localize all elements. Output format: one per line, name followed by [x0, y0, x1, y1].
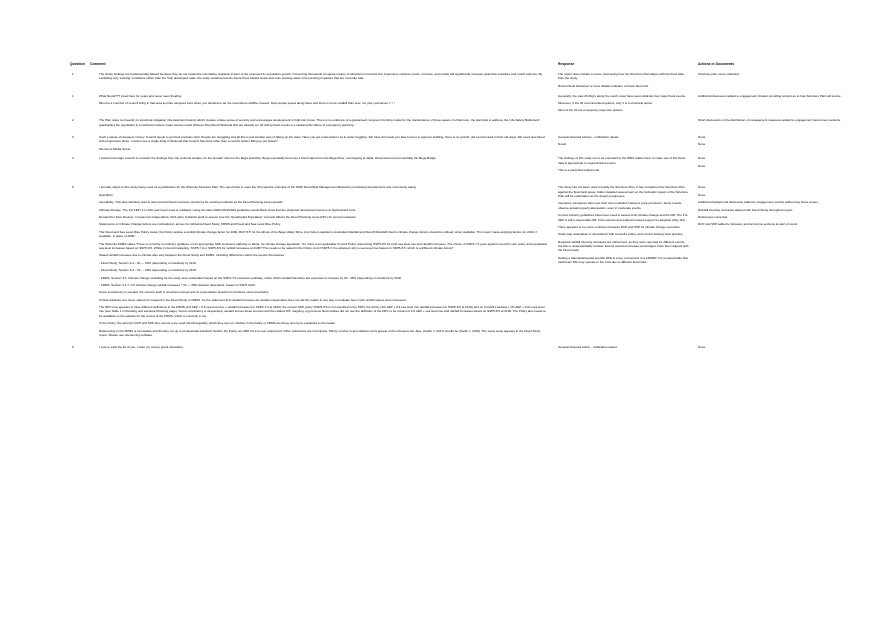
response-cell — [558, 118, 698, 135]
comment-cell-paragraph: We live in Media Street — [99, 146, 131, 151]
question-number: 5 — [72, 185, 74, 190]
comment-cell-paragraph: Must be a member of council living in that area just like vampires here when you decided to tar the road where wildlife crossed. Now people speed along there and there is more roadkill than ever. Go pick yourselves ! ! ! ! — [99, 101, 395, 106]
response-cell-paragraph: Generally, the past 20-40yrs along the south coast have seen relatively few major flood events. — [558, 93, 686, 98]
comment-cell-paragraph: - FRMS, Section 3.4. Climate change modelling for the study area undertaken based on the SSP3-7.0 emissions pathway, under which rainfall intensities are expected to increase by 20 - 35% (depending on duration) by 2100 — [99, 275, 402, 280]
actions-cell-paragraph: Rainfall intensity increases aligned with Flood Study throughout report. — [698, 207, 794, 212]
comment-cell-paragraph: The DPC now appears to have different definitions in the FRMS (1% AEP + 0.9 sea level rise + rainfall increases for SSP3-7.0 at 2100), the current SSP policy (SSP5-8.5 is not specified in the SSP), the Policy (1% AEP + 0.9 sea level rise rainfall increases for SSP5-8.5 at 2100) and on Council's website ( 1% AEP + 0.9m sea level rise (see Table 1 in Flooding and Landuse Planning page). Some consistency is desperately needed across these sources and the related FPL mapping, eg previous flood studies did not use the definition of the DPC to be consist of 1% AEP + sea level rise and rainfall increases based on SSP5-8.5 at 2100. The Policy also needs to be available on the website for the review of the FRMS, which is currently is not. — [99, 305, 546, 318]
comment-cell — [90, 135, 558, 157]
response-cell-paragraph: Noted — [558, 142, 567, 147]
comment-cell-paragraph: I vote to sack the lot of you. I want my money spent elsewhere. — [99, 345, 184, 350]
question-number-cell — [70, 94, 90, 119]
actions-cell — [698, 72, 871, 94]
question-number: 1 — [72, 93, 74, 98]
comment-cell-paragraph: The Wolumla FRMS states 'There is currently no industry guidance on an appropriate SSP emissions pathway to adopt, for climate change appraisal'. Yet, there is an applicable Council Policy referencing SSP5-8.5 for both sea level rise and rainfall increases. The choice of SSP3-7.0 goes against Council's own policy and repudiated sea level increases based on SSP5-8.5. Whilst in Council adopting, SSP5-7.0 or SSP5-8.5 for rainfall increases at 2100? This needs to be stated in the Policy. And if SSP5-7.0 is adopted, why is sea level rise based on SSP5-8.5, which is a different climate future? — [99, 241, 547, 250]
question-number-cell — [70, 72, 90, 94]
response-cell — [558, 135, 698, 157]
question-number: 3 — [72, 134, 74, 139]
response-cell-paragraph: Current industry guidelines have been used to assess both climate change and the bfill. The 1%-AEP is still a reasonable bfill, if the science and evidence based support its adoption (they did). — [558, 213, 689, 222]
comment-cell-paragraph: Statements on Climate Change factors are contradictory across the Wolumla Flood Study, FRMS and Flood and Sea Level Rise Policy. — [99, 222, 281, 227]
question-number-cell — [70, 185, 90, 345]
response-cell-paragraph: Required rainfall intensity increases are still termed, as they were reported for different events, but this is understandably unclear. Events selected increase percentages have been aligned with the Flood study. — [558, 239, 689, 253]
question-number: 4 — [72, 156, 74, 161]
actions-cell-paragraph: None — [698, 156, 706, 161]
question-number: 1 — [72, 72, 74, 77]
comment-cell-paragraph: - FRMS, Section 4.1.7. CC climate change rainfall increases * 33 — 39% duration dependent, based on SSP3 2100 — [99, 282, 255, 287]
column-header-comment: Comment — [90, 62, 106, 66]
response-cell-paragraph: The report does include a memo, discussing how the Structure Plan aligns with the flood data from the study. — [558, 72, 684, 81]
actions-cell — [698, 185, 871, 345]
comment-cell-paragraph: I would encourage Council to consider the findings from the wolumla studies, for the broader risks for the Bega township. Bega essentially becomes a flood island from the Bega River, overtopping at Jellat, Ravenswood and potentially the Bega Bridge — [99, 156, 436, 161]
actions-cell — [698, 94, 871, 119]
question-number: 2 — [72, 118, 74, 123]
comment-cell-paragraph: The Study findings are fundamentally flawed because they do not model the cumulative hydraulic impact of the proposed 4x population growth. Converting thousands of square metres of absorbent rural land into impervious surfaces (roofs, concrete, and roads) will significantly increase peak flow velocities and runoff volumes. By modelling only 'existing' conditions rather than the 'fully developed' state, the study underrepresents future flood hazard levels and risks pushing water onto existing properties that are currently safe. — [99, 72, 543, 81]
comment-cell-paragraph: The Plan relies too heavily on structural mitigation (the detention basins) which creates a false sense of security and encourages development in high-risk zones. There is no evidence of a guaranteed, long-term funding model for the maintenance of these assets. Furthermore, the plan fails to address the 'Life-Safety Bottleneck': quadrupling the population in a catchment where major access roads (Princes Hwy/South Wolumla Rd) are already cut off during flood events is a catastrophic failure of emergency planning. — [99, 118, 541, 127]
response-cell-paragraph: There appears to be some confusion between RCP and SSP for climate change scenarios. — [558, 224, 681, 229]
comment-cell-paragraph: - Flood Study, Section S.4 - 33 — 39% (depending on duration) by 2100 — [99, 268, 196, 273]
response-cell-paragraph: Recent flood behaviour is not a reliable indicator of future flood risk. — [558, 83, 649, 88]
comment-cell-paragraph: Demand for Peer Review: I request an independent, third-party hydraulic audit to assess how the 'Quadrupled Population' scenario affects the Flood Planning Level (FPL) for current residents. — [99, 215, 357, 220]
actions-cell — [698, 345, 871, 355]
comment-cell-paragraph: Critical durations are never stated nor mapped in the Flood Study or FRMS. So the statement that rainfall increases are duration dependent does not aid the reader in any way to evaluate how much rainfall values were increased. — [99, 297, 407, 302]
actions-cell-paragraph: None — [698, 345, 706, 350]
question-number-cell — [70, 135, 90, 157]
comment-cell — [90, 118, 558, 135]
table-row — [70, 156, 871, 185]
table-row — [70, 94, 871, 119]
submissions-table — [70, 62, 871, 355]
response-cell-paragraph: Most of the 32 are emergency response options. — [558, 108, 624, 113]
actions-cell-paragraph: RCP and SSP added to Glossary and Acronyms sections at start of report. — [698, 222, 799, 227]
actions-cell-paragraph: Additional background discussion added to engagement section addressing these issues. — [698, 200, 819, 205]
table-header-row — [70, 62, 871, 72]
response-cell-paragraph: Study was undertaken in accordance with Council's policy, and current industry best practice. — [558, 232, 684, 237]
actions-cell-paragraph: None — [698, 142, 706, 147]
table-body — [70, 72, 871, 355]
actions-cell-paragraph: None — [698, 134, 706, 139]
column-header-question: Question — [70, 62, 85, 66]
response-cell — [558, 72, 698, 94]
actions-cell — [698, 156, 871, 185]
response-cell-paragraph: The findings of this study not to be extended to the 8000 collars them to make use of this flood data is appropriate to regional flood events. — [558, 156, 686, 165]
comment-cell-paragraph: I formally object to this study being used as a justification for the Wolumla Structure Plan. The report fails to meet the 'Precedence' principle of the NSW Flood Risk Management Manual by prioritising development over community safety. — [99, 185, 417, 190]
table-row — [70, 185, 871, 345]
comment-cell-paragraph: The Flood and Sea Level Rise Policy states 'the Policy applies a rainfall climate change factor for 2090, RCP 8.5' for the whole of the Bega Valley Shire. Any factors applied to Australian Rainfall and Runoff (Rainfall) interim climate change factors should be utilised, when available. This report made applying factors for 2100, if available, in place of 2090.' — [99, 229, 538, 239]
comment-cell — [90, 72, 558, 94]
comment-cell-paragraph: Climate Change: The 1% AEP (1-in-100 year) level used is outdated. Using the latest ARR 2019/2023 guidelines would likely show that the projected development area is at high-hazard zone. — [99, 207, 357, 212]
comment-cell-paragraph: - Flood Study, Section S.4 - 20 — 36% (depending on duration) by 2100 — [99, 260, 196, 265]
table-row — [70, 345, 871, 355]
question-number-cell — [70, 118, 90, 135]
comment-cell-paragraph: Referencing in the FRMS is incomplete and thereby not up to professional standard. Neither the Policy nor ARR V4.2 is ever referenced. Other references are incomplete. Plenty of other in-text citations don't appear in the reference list. Also, (Cattin n, 2017) should be (Cattin n, 2019). The same issue appears in the Flood Study report. Please use referencing software. — [99, 328, 541, 337]
comment-cell-paragraph: In the Policy, the acronym RCP and SSP also seems to be used interchangeably, which they are not. Neither in the Policy or FRMS are these acronyms explained to the reader. — [99, 321, 336, 326]
comment-cell — [90, 94, 558, 119]
response-cell-paragraph: General disputed actions - notification raised. — [558, 134, 619, 139]
comment-cell-paragraph: Stated rainfall increases due to climate also vary between the Flood Study and FRMS, including differences within the reports themselves: — [99, 253, 285, 258]
actions-cell — [698, 118, 871, 135]
question-number-cell — [70, 156, 90, 185]
response-cell-paragraph: Setting a rational/accepted specific DFE is a key component of a FRMSP. It is unreasonable that catchment 80z may operate to the LGA due to different flood risks. — [558, 255, 688, 265]
actions-cell-paragraph: Short discussion on the distribution of management measures added to engagement (outcomes) sections. — [698, 118, 841, 123]
table-row — [70, 118, 871, 135]
response-cell-paragraph: The study has not been used to justify the Structure Plan. It has considered the Structure Plan against the flood land areas. Fallen detailed assessment on the hydraulic impact of the Structure Plan will be undertaken as the design progresses. — [558, 185, 688, 199]
actions-cell-paragraph: Structure plan memo attached. — [698, 72, 740, 77]
column-header-actions: Actions in Documents — [698, 62, 735, 66]
actions-cell — [698, 135, 871, 157]
table-row — [70, 72, 871, 94]
actions-cell-paragraph: None — [698, 163, 706, 168]
question-number: 6 — [72, 345, 74, 350]
actions-cell-paragraph: None — [698, 185, 706, 190]
response-cell-paragraph: Insurance companies often use their own modelled criteria to price premiums. Study results observe actual property attenuation, even in moderate events. — [558, 201, 682, 210]
comment-cell — [90, 185, 558, 345]
table-row — [70, 135, 871, 157]
comment-cell-paragraph: Some consistency is needed, the science itself is uncertain enough and its presentation should not introduce extra uncertainty. — [99, 290, 270, 295]
comment-cell-paragraph: Insurability: This plan will likely lead to astronomical flood insurance premiums for existing residents as the Flood Planning Area expands. — [99, 200, 284, 205]
column-header-response: Response — [558, 62, 575, 66]
comment-cell — [90, 345, 558, 355]
response-cell-paragraph: This is a parochial study/result. — [558, 168, 600, 173]
response-cell — [558, 345, 698, 355]
question-number-cell — [70, 345, 90, 355]
comment-cell-paragraph: Specificity: — [99, 192, 114, 197]
response-cell — [558, 156, 698, 185]
comment-cell-paragraph: What floods??? Lived here for years and never seen flooding. — [99, 93, 183, 98]
actions-cell-paragraph: Additional discussion added to engagement chapter providing context as to how Structure Plan will evolve. — [698, 93, 842, 98]
response-cell-paragraph: Moreover, if the 32 recommended options, only 1 is a structural option. — [558, 101, 654, 106]
response-cell — [558, 94, 698, 119]
actions-cell-paragraph: References corrected. — [698, 215, 728, 220]
actions-cell-paragraph: None — [698, 192, 706, 197]
response-cell-paragraph: General disputed action - notification raised. — [558, 345, 618, 350]
response-cell — [558, 185, 698, 345]
comment-cell-paragraph: Such a waste of ratepayer money. Council needs to get their priorities right. People are struggling and all this is just another way of hiking up the rates. Have you got rocks back in as in water boggling. We have dirt roads you take forever to approve building, there is no growth, old council stuck in their old ways. We need new blood with progressive ideas. I cannot see a single thing in Wolumla that Council has done other than a council worker filling up pot holes!!! — [99, 134, 545, 144]
comment-cell — [90, 156, 558, 185]
table-header — [70, 62, 871, 72]
